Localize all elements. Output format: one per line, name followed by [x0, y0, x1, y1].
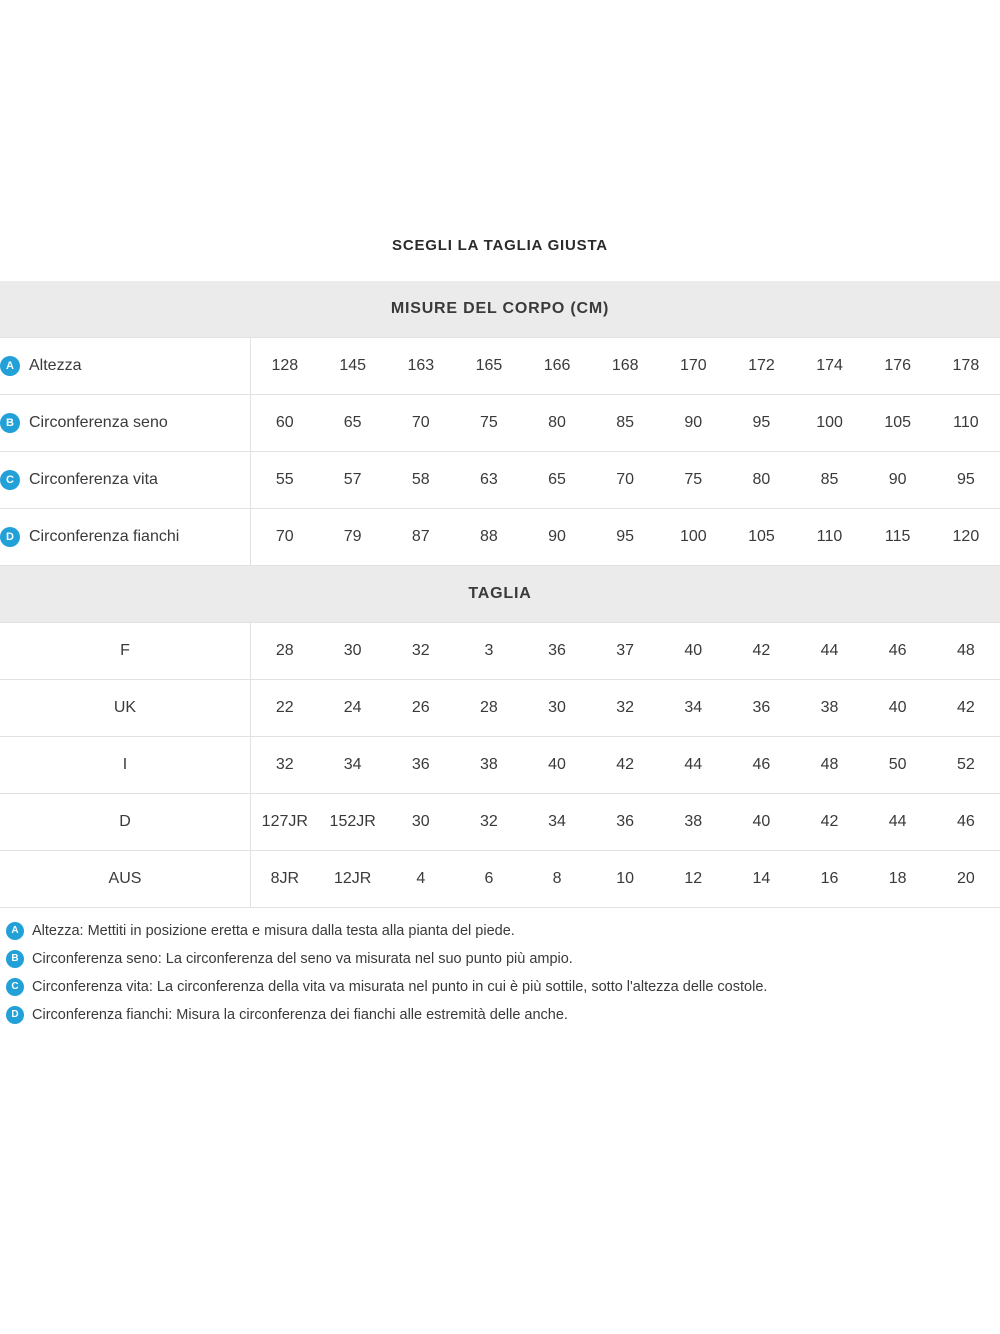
table-cell: 79 [319, 509, 387, 566]
table-cell: 34 [319, 737, 387, 794]
table-cell: 36 [387, 737, 455, 794]
table-cell: 52 [932, 737, 1000, 794]
measurement-badge: A [0, 356, 20, 376]
table-cell: 40 [659, 623, 727, 680]
note-text: Altezza: Mettiti in posizione eretta e misura dalla testa alla pianta del piede. [32, 923, 515, 939]
table-cell: 36 [523, 623, 591, 680]
table-row [0, 737, 1000, 794]
size-system-label: AUS [0, 851, 250, 908]
table-cell: 80 [727, 452, 795, 509]
table-cell: 4 [387, 851, 455, 908]
table-cell: 70 [387, 395, 455, 452]
table-cell: 12 [659, 851, 727, 908]
note-text: Circonferenza seno: La circonferenza del seno va misurata nel suo punto più ampio. [32, 951, 573, 967]
measurement-badge: D [0, 527, 20, 547]
table-cell: 30 [523, 680, 591, 737]
table-cell: 42 [727, 623, 795, 680]
table-cell: 168 [591, 338, 659, 395]
note-item [6, 950, 1000, 968]
table-cell: 44 [795, 623, 863, 680]
table-cell: 8JR [250, 851, 318, 908]
table-cell: 34 [659, 680, 727, 737]
table-cell: 36 [591, 794, 659, 851]
table-cell: 115 [864, 509, 932, 566]
note-badge: B [6, 950, 24, 968]
table-cell: 40 [864, 680, 932, 737]
size-system-label: I [0, 737, 250, 794]
table-cell: 87 [387, 509, 455, 566]
table-cell: 38 [455, 737, 523, 794]
measurement-label: Circonferenza fianchi [29, 528, 180, 545]
table-cell: 36 [727, 680, 795, 737]
section-header-body [0, 281, 1000, 338]
table-cell: 32 [250, 737, 318, 794]
table-cell: 120 [932, 509, 1000, 566]
table-cell: 127JR [250, 794, 318, 851]
table-cell: 24 [319, 680, 387, 737]
note-item [6, 1006, 1000, 1024]
size-system-label: F [0, 623, 250, 680]
note-badge: A [6, 922, 24, 940]
table-cell: 6 [455, 851, 523, 908]
table-cell: 65 [523, 452, 591, 509]
table-cell: 8 [523, 851, 591, 908]
table-cell: 38 [795, 680, 863, 737]
table-cell: 174 [795, 338, 863, 395]
table-cell: 63 [455, 452, 523, 509]
table-cell: 12JR [319, 851, 387, 908]
table-cell: 163 [387, 338, 455, 395]
table-cell: 90 [523, 509, 591, 566]
table-cell: 88 [455, 509, 523, 566]
table-cell: 14 [727, 851, 795, 908]
table-cell: 38 [659, 794, 727, 851]
table-cell: 85 [591, 395, 659, 452]
table-cell: 170 [659, 338, 727, 395]
table-cell: 28 [250, 623, 318, 680]
table-cell: 95 [932, 452, 1000, 509]
page-title: SCEGLI LA TAGLIA GIUSTA [392, 237, 608, 254]
table-cell: 165 [455, 338, 523, 395]
table-row [0, 395, 1000, 452]
note-item [6, 922, 1000, 940]
table-cell: 42 [932, 680, 1000, 737]
section-header-size [0, 566, 1000, 623]
size-system-label: UK [0, 680, 250, 737]
table-cell: 172 [727, 338, 795, 395]
table-cell: 28 [455, 680, 523, 737]
table-cell: 110 [795, 509, 863, 566]
measurement-badge: B [0, 413, 20, 433]
table-cell: 100 [659, 509, 727, 566]
table-cell: 32 [455, 794, 523, 851]
table-cell: 48 [932, 623, 1000, 680]
table-cell: 95 [727, 395, 795, 452]
table-cell: 65 [319, 395, 387, 452]
table-cell: 178 [932, 338, 1000, 395]
table-cell: 32 [591, 680, 659, 737]
measurement-label-cell [0, 338, 250, 395]
table-row [0, 338, 1000, 395]
table-cell: 50 [864, 737, 932, 794]
measurement-label: Circonferenza seno [29, 414, 168, 431]
table-cell: 26 [387, 680, 455, 737]
table-cell: 20 [932, 851, 1000, 908]
table-cell: 90 [659, 395, 727, 452]
table-cell: 34 [523, 794, 591, 851]
table-cell: 46 [864, 623, 932, 680]
table-cell: 46 [727, 737, 795, 794]
table-cell: 32 [387, 623, 455, 680]
table-cell: 58 [387, 452, 455, 509]
table-row [0, 851, 1000, 908]
table-cell: 80 [523, 395, 591, 452]
table-cell: 44 [864, 794, 932, 851]
table-cell: 42 [591, 737, 659, 794]
table-cell: 105 [864, 395, 932, 452]
table-cell: 30 [387, 794, 455, 851]
table-row [0, 623, 1000, 680]
table-cell: 18 [864, 851, 932, 908]
table-row [0, 509, 1000, 566]
measurement-label-cell [0, 395, 250, 452]
table-row [0, 680, 1000, 737]
table-cell: 176 [864, 338, 932, 395]
table-cell: 40 [727, 794, 795, 851]
table-cell: 90 [864, 452, 932, 509]
measurement-label-cell [0, 509, 250, 566]
note-text: Circonferenza fianchi: Misura la circonferenza dei fianchi alle estremità delle anche. [32, 1007, 568, 1023]
table-cell: 48 [795, 737, 863, 794]
section-header-body-label: MISURE DEL CORPO (CM) [0, 281, 1000, 338]
note-badge: D [6, 1006, 24, 1024]
table-row [0, 794, 1000, 851]
measurement-label: Circonferenza vita [29, 471, 158, 488]
measurement-label: Altezza [29, 357, 82, 374]
measurement-label-cell [0, 452, 250, 509]
table-cell: 37 [591, 623, 659, 680]
table-cell: 95 [591, 509, 659, 566]
table-cell: 128 [250, 338, 318, 395]
table-cell: 30 [319, 623, 387, 680]
table-cell: 22 [250, 680, 318, 737]
note-text: Circonferenza vita: La circonferenza della vita va misurata nel punto in cui è più sottile, sotto l'altezza delle costole. [32, 979, 768, 995]
note-badge: C [6, 978, 24, 996]
table-cell: 75 [659, 452, 727, 509]
section-header-size-label: TAGLIA [0, 566, 1000, 623]
table-cell: 166 [523, 338, 591, 395]
table-cell: 110 [932, 395, 1000, 452]
table-cell: 42 [795, 794, 863, 851]
measurement-notes [0, 922, 1000, 1024]
table-cell: 75 [455, 395, 523, 452]
note-item [6, 978, 1000, 996]
size-system-label: D [0, 794, 250, 851]
table-cell: 70 [250, 509, 318, 566]
table-cell: 16 [795, 851, 863, 908]
table-cell: 85 [795, 452, 863, 509]
table-cell: 3 [455, 623, 523, 680]
table-cell: 70 [591, 452, 659, 509]
table-cell: 46 [932, 794, 1000, 851]
measurement-badge: C [0, 470, 20, 490]
table-cell: 105 [727, 509, 795, 566]
table-cell: 100 [795, 395, 863, 452]
table-cell: 152JR [319, 794, 387, 851]
table-cell: 10 [591, 851, 659, 908]
size-guide-table [0, 281, 1000, 908]
table-cell: 55 [250, 452, 318, 509]
table-cell: 40 [523, 737, 591, 794]
table-cell: 145 [319, 338, 387, 395]
table-cell: 44 [659, 737, 727, 794]
table-cell: 57 [319, 452, 387, 509]
table-row [0, 452, 1000, 509]
table-cell: 60 [250, 395, 318, 452]
